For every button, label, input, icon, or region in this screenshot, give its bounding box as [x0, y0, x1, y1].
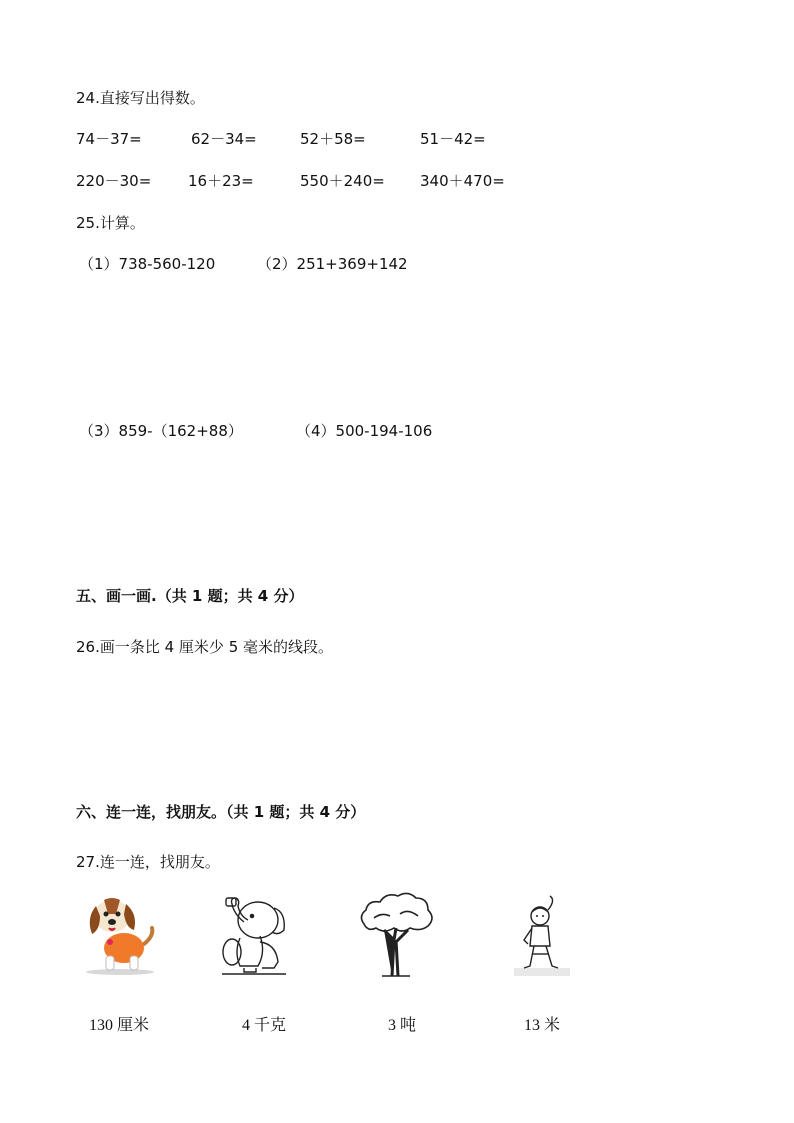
answer-label: 130 厘米: [89, 1017, 150, 1034]
section-heading: 六、连一连，找朋友。（共 1 题；共 4 分）: [76, 803, 366, 821]
q25-item: （3）859-（162+88）: [79, 422, 243, 440]
answer-label: 13 米: [524, 1017, 561, 1034]
q25-title: 25.计算。: [76, 214, 145, 232]
section-heading: 五、画一画.（共 1 题；共 4 分）: [76, 587, 304, 605]
q24-expr: 340＋470=: [420, 172, 505, 190]
q26-text: 26.画一条比 4 厘米少 5 毫米的线段。: [76, 638, 334, 656]
q24-expr: 62－34=: [191, 130, 257, 148]
q24-expr: 74－37=: [76, 130, 142, 148]
q25-item: （4）500-194-106: [296, 422, 433, 440]
q25-item: （2）251+369+142: [257, 255, 408, 273]
tree-icon: [356, 888, 436, 978]
boy-icon: [512, 894, 572, 978]
q24-expr: 51－42=: [420, 130, 486, 148]
q24-expr: 52＋58=: [300, 130, 366, 148]
q25-item: （1）738-560-120: [79, 255, 216, 273]
answer-label: 4 千克: [242, 1017, 287, 1034]
dog-icon: [82, 892, 158, 976]
answer-label: 3 吨: [388, 1017, 417, 1034]
q24-expr: 220－30=: [76, 172, 152, 190]
q24-title: 24.直接写出得数。: [76, 89, 205, 107]
q27-text: 27.连一连，找朋友。: [76, 853, 220, 871]
q24-expr: 550＋240=: [300, 172, 385, 190]
elephant-icon: [214, 892, 290, 976]
q24-expr: 16＋23=: [188, 172, 254, 190]
